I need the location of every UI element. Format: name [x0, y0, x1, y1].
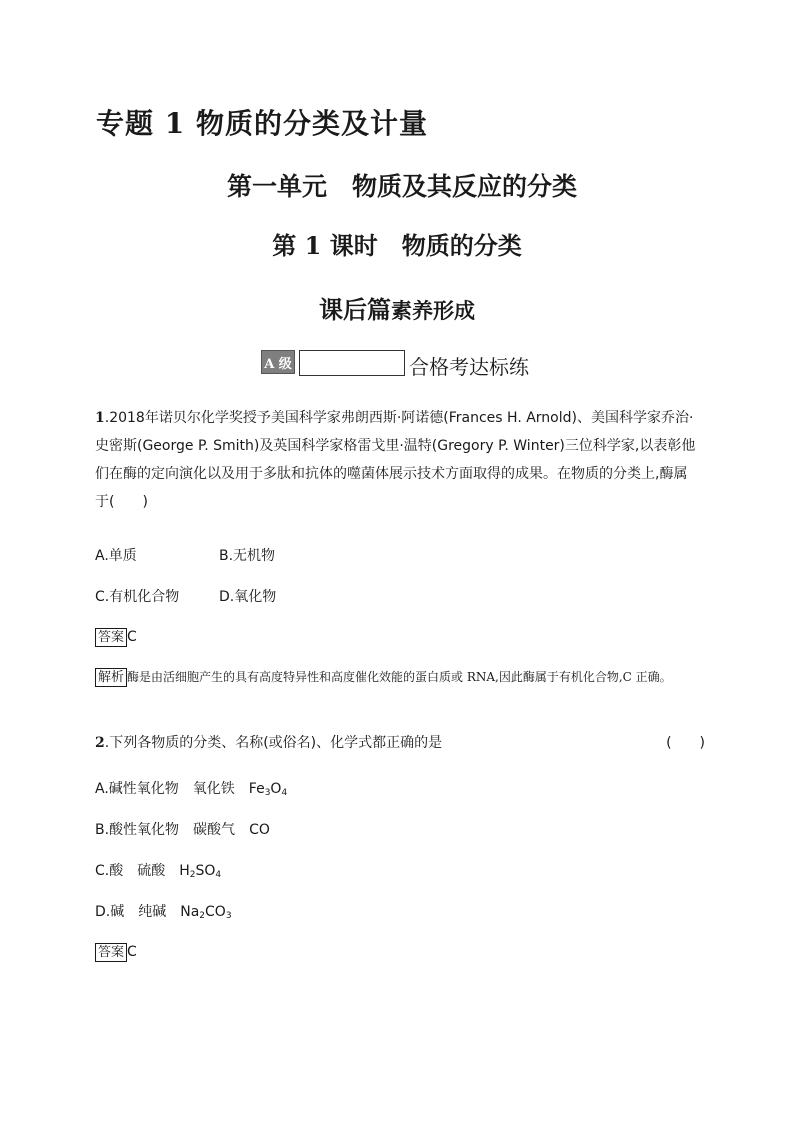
formula-part: CO: [205, 904, 226, 920]
formula-part: CO: [249, 822, 270, 838]
formula-sub: 2: [199, 911, 206, 921]
q1-option-d: D.氧化物: [219, 589, 277, 605]
formula-part: SO: [195, 863, 216, 879]
answer-tag: 答案: [95, 628, 127, 647]
q2-option-b-label: B.酸性氧化物 碳酸气: [95, 822, 250, 838]
q2-option-d: [95, 901, 232, 921]
q1-answer: [95, 626, 137, 647]
topic-title: 专题 1 物质的分类及计量: [96, 107, 428, 140]
q2-option-d-label: D.碱 纯碱: [95, 904, 181, 920]
question-2: [95, 732, 705, 752]
q2-option-c-label: C.酸 硫酸: [95, 863, 180, 879]
answer-value: C: [127, 629, 137, 645]
question-1-number: 1: [95, 410, 105, 426]
formula-sub: 2: [189, 870, 196, 880]
section-title-a: 课后篇: [319, 295, 391, 324]
formula-part: O: [270, 781, 282, 797]
formula-sub: 4: [215, 870, 222, 880]
question-2-paren: ( ): [666, 735, 705, 751]
formula-sub: 4: [281, 788, 288, 798]
level-banner: [261, 349, 529, 379]
unit-title: 第一单元 物质及其反应的分类: [226, 172, 577, 201]
question-2-number: 2: [95, 735, 105, 751]
q1-option-a: A.单质: [95, 548, 137, 564]
level-blank-box: [299, 350, 405, 376]
formula-sub: 3: [225, 911, 232, 921]
q2-option-a: [95, 778, 287, 798]
q2-answer: [95, 941, 137, 962]
q1-explanation: [95, 663, 705, 691]
level-badge: A 级: [261, 350, 295, 374]
section-title: [0, 290, 794, 325]
q2-option-b: [95, 819, 270, 839]
explain-text: 酶是由活细胞产生的具有高度特异性和高度催化效能的蛋白质或 RNA,因此酶属于有机化合物,C 正确。: [127, 670, 672, 684]
question-2-text: .下列各物质的分类、名称(或俗名)、化学式都正确的是: [104, 735, 443, 751]
question-1-text: .2018年诺贝尔化学奖授予美国科学家弗朗西斯·阿诺德(Frances H. Arnold)、美国科学家乔治·史密斯(George P. Smith)及英国科学家格雷戈里·温特(Gregory P. Winter)三位科学家,以表彰他们在酶的定向演化以及用于多肽和抗体的噬菌体展示技术方面取得的成果。在物质的分类上,酶属于( ): [95, 410, 696, 510]
formula-sub: 3: [264, 788, 271, 798]
explain-tag: 解析: [95, 668, 127, 687]
q1-option-c: C.有机化合物: [95, 589, 180, 605]
answer-tag: 答案: [95, 943, 127, 962]
q2-option-c: [95, 860, 221, 880]
formula-part: H: [179, 863, 190, 879]
answer-value: C: [127, 944, 137, 960]
q2-option-a-label: A.碱性氧化物 氧化铁: [95, 781, 249, 797]
formula-part: Na: [180, 904, 200, 920]
section-title-b: 素养形成: [391, 298, 475, 323]
q1-option-b: B.无机物: [219, 548, 276, 564]
formula-part: Fe: [248, 781, 265, 797]
lesson-title: 第 1 课时 物质的分类: [272, 231, 522, 260]
level-title: 合格考达标练: [409, 355, 529, 379]
question-1: [95, 404, 700, 516]
